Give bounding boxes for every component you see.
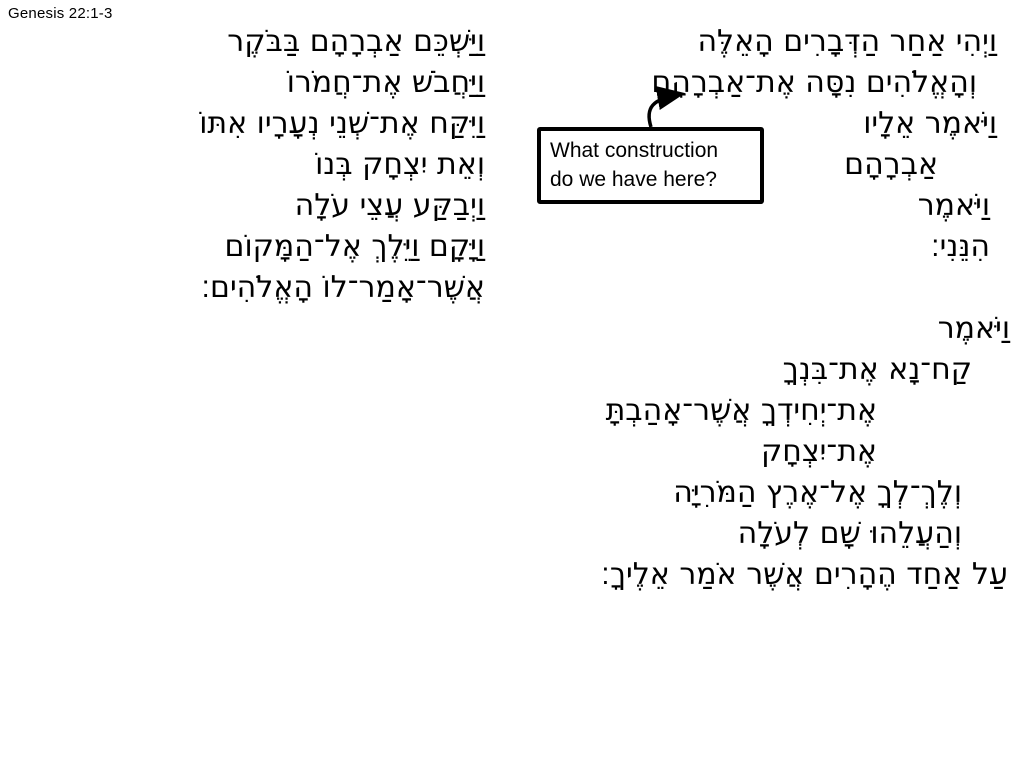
hebrew-line: וַיֹּאמֶר אֵלָיו <box>863 106 997 141</box>
hebrew-line-arrow-target: וְהָאֱלֹהִים נִסָּה אֶת־אַבְרָהָם <box>651 65 977 100</box>
hebrew-line: וְאֵת יִצְחָק בְּנוֹ <box>315 147 485 182</box>
hebrew-line: וַיְבַקַּע עֲצֵי עֹלָה <box>294 188 485 223</box>
hebrew-line: וַיַּחֲבֹשׁ אֶת־חֲמֹרוֹ <box>286 65 485 100</box>
hebrew-line: אֶת־יִצְחָק <box>761 434 877 469</box>
hebrew-line: אֶת־יְחִידְךָ אֲשֶׁר־אָהַבְתָּ <box>605 393 877 428</box>
callout-box <box>537 127 764 204</box>
callout-text-line1: What construction <box>550 139 719 162</box>
hebrew-line: וַיַּשְׁכֵּם אַבְרָהָם בַּבֹּקֶר <box>227 24 485 59</box>
callout-text-line2: do we have here? <box>550 168 717 191</box>
hebrew-line: וַיָּקָם וַיֵּלֶךְ אֶל־הַמָּקוֹם <box>224 229 485 264</box>
hebrew-line: וַיֹּאמֶר <box>937 311 1010 346</box>
hebrew-line: אֲשֶׁר־אָמַר־לוֹ הָאֱלֹהִים׃ <box>201 270 485 305</box>
hebrew-line: וַיִּקַּח אֶת־שְׁנֵי נְעָרָיו אִתּוֹ <box>199 106 485 141</box>
scripture-reference: Genesis 22:1-3 <box>8 5 113 22</box>
hebrew-line: אַבְרָהָם <box>844 147 938 182</box>
hebrew-line: עַל אַחַד הֶהָרִים אֲשֶׁר אֹמַר אֵלֶיךָ׃ <box>601 557 1008 592</box>
hebrew-line: קַח־נָא אֶת־בִּנְךָ <box>782 352 972 387</box>
hebrew-line: וְהַעֲלֵהוּ שָׁם לְעֹלָה <box>737 516 962 551</box>
hebrew-line: וְלֶךְ־לְךָ אֶל־אֶרֶץ הַמֹּרִיָּה <box>673 475 962 510</box>
hebrew-line: וַיֹּאמֶר <box>917 188 990 223</box>
hebrew-line: הִנֵּנִי׃ <box>930 229 990 264</box>
hebrew-line: וַיְהִי אַחַר הַדְּבָרִים הָאֵלֶּה <box>697 24 997 59</box>
